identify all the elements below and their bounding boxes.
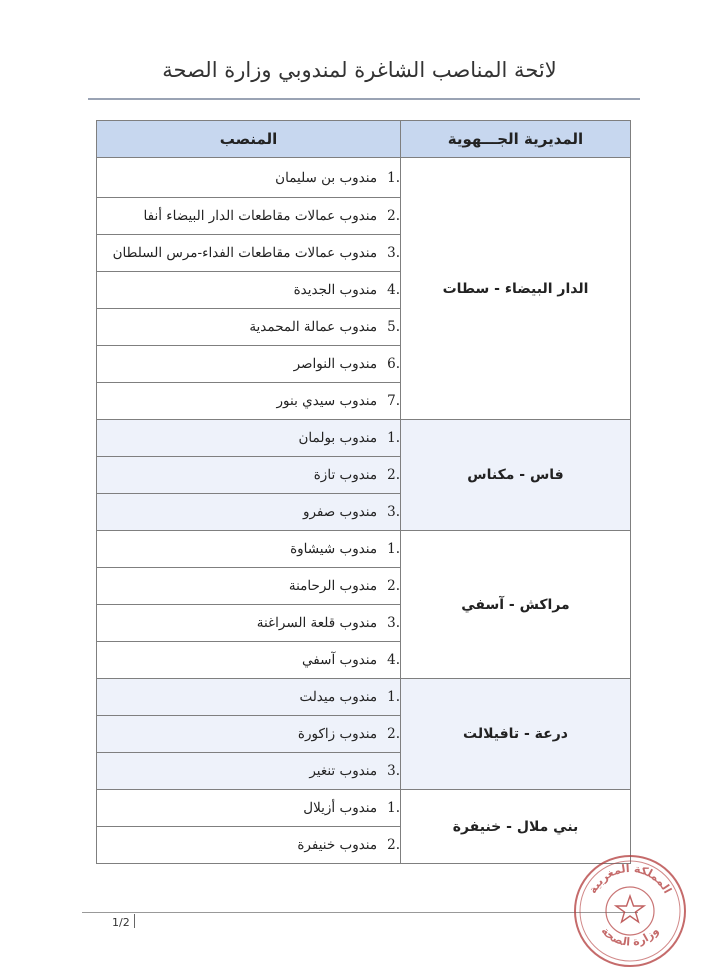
footer-divider <box>82 912 638 913</box>
position-cell <box>97 346 401 383</box>
position-label: مندوب زاكورة <box>297 726 378 742</box>
position-cell <box>97 827 401 864</box>
position-cell <box>97 790 401 827</box>
position-number: 4. <box>387 652 400 668</box>
position-cell <box>97 494 401 531</box>
position-number: 7. <box>387 393 400 409</box>
position-number: 2. <box>387 837 400 853</box>
position-number: 3. <box>387 504 400 520</box>
position-label: مندوب بولمان <box>298 430 378 446</box>
svg-text:وزارة الصحة <box>599 924 662 948</box>
position-number: 4. <box>387 282 400 298</box>
position-cell <box>97 716 401 753</box>
position-label: مندوب تنغير <box>309 763 378 779</box>
stamp-bottom-text: وزارة الصحة <box>598 924 662 949</box>
position-cell <box>97 309 401 346</box>
position-number: 1. <box>387 689 400 705</box>
position-cell <box>97 679 401 716</box>
position-label: مندوب عمالة المحمدية <box>249 319 378 335</box>
position-label: مندوب عمالات مقاطعات الفداء-مرس السلطان <box>112 245 378 261</box>
position-number: 3. <box>387 763 400 779</box>
position-label: مندوب تازة <box>313 467 378 483</box>
position-label: مندوب أزيلال <box>303 800 378 816</box>
position-cell <box>97 605 401 642</box>
position-label: مندوب شيشاوة <box>290 541 378 557</box>
vacancies-table <box>96 120 631 864</box>
position-number: 2. <box>387 578 400 594</box>
position-cell <box>97 158 401 198</box>
position-cell <box>97 383 401 420</box>
position-number: 2. <box>387 467 400 483</box>
table-row <box>97 420 631 457</box>
directorate-cell: مراكش - آسفي <box>401 531 631 679</box>
position-label: مندوب النواصر <box>293 356 378 372</box>
title-divider <box>88 98 640 100</box>
header-directorate: المديرية الجـــهوية <box>401 121 631 158</box>
position-number: 2. <box>387 726 400 742</box>
directorate-cell: فاس - مكناس <box>401 420 631 531</box>
table-header-row <box>97 121 631 158</box>
page-title: لائحة المناصب الشاغرة لمندوبي وزارة الصحة <box>162 58 557 82</box>
position-cell <box>97 235 401 272</box>
position-cell <box>97 420 401 457</box>
position-cell <box>97 753 401 790</box>
stamp-top-text: المملكة المغربية <box>586 861 675 896</box>
directorate-cell: بني ملال - خنيفرة <box>401 790 631 864</box>
position-label: مندوب صفرو <box>302 504 378 520</box>
position-label: مندوب الجديدة <box>293 282 378 298</box>
position-label: مندوب ميدلت <box>299 689 378 705</box>
position-number: 3. <box>387 615 400 631</box>
table-row <box>97 158 631 198</box>
position-label: مندوب آسفي <box>302 652 378 668</box>
position-label: مندوب خنيفرة <box>297 837 378 853</box>
position-number: 1. <box>387 169 400 186</box>
position-label: مندوب بن سليمان <box>275 169 378 186</box>
position-label: مندوب عمالات مقاطعات الدار البيضاء أنفا <box>143 208 378 224</box>
page-number-separator <box>134 914 135 928</box>
page-number: 1/2 <box>112 916 130 929</box>
position-number: 6. <box>387 356 400 372</box>
position-number: 1. <box>387 800 400 816</box>
position-number: 5. <box>387 319 400 335</box>
table-row <box>97 790 631 827</box>
position-label: مندوب قلعة السراغنة <box>256 615 378 631</box>
position-number: 3. <box>387 245 400 261</box>
official-stamp <box>571 852 689 970</box>
position-label: مندوب سيدي بنور <box>276 393 378 409</box>
position-number: 1. <box>387 430 400 446</box>
directorate-cell: الدار البيضاء - سطات <box>401 158 631 420</box>
header-position: المنصب <box>97 121 401 158</box>
position-cell <box>97 568 401 605</box>
directorate-cell: درعة - تافيلالت <box>401 679 631 790</box>
position-cell <box>97 198 401 235</box>
position-cell <box>97 272 401 309</box>
position-number: 2. <box>387 208 400 224</box>
position-cell <box>97 457 401 494</box>
position-label: مندوب الرحامنة <box>288 578 378 594</box>
table-row <box>97 679 631 716</box>
svg-text:المملكة المغربية <box>586 862 674 896</box>
table-row <box>97 531 631 568</box>
position-cell <box>97 531 401 568</box>
position-cell <box>97 642 401 679</box>
position-number: 1. <box>387 541 400 557</box>
stamp-seal-icon <box>571 852 689 970</box>
